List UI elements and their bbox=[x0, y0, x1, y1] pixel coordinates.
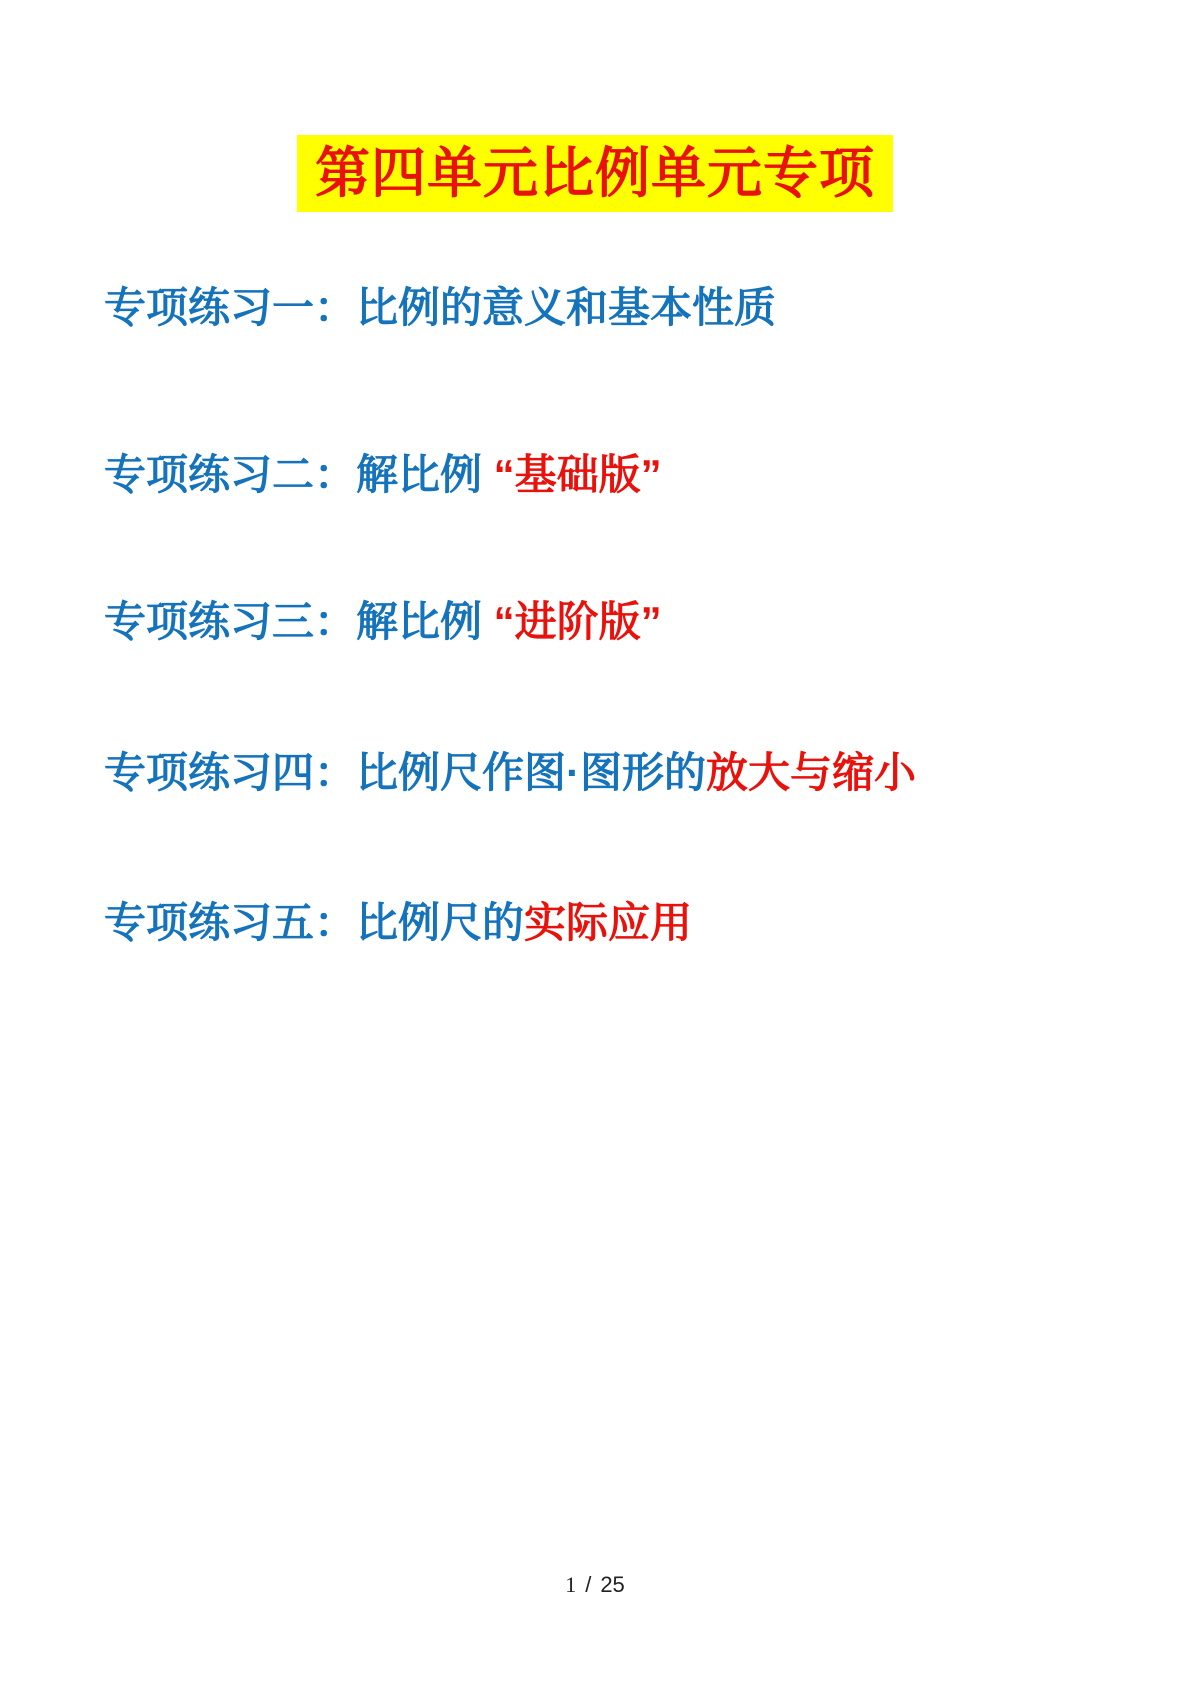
toc-item-4-text: 专项练习四：比例尺作图·图形的 bbox=[104, 749, 706, 796]
toc-item-4 bbox=[104, 748, 916, 798]
toc-item-3-text: 专项练习三：解比例 bbox=[104, 598, 483, 645]
toc-item-5 bbox=[104, 898, 692, 948]
toc-item-3-accent: “进阶版” bbox=[482, 598, 662, 645]
toc-item-5-accent: 实际应用 bbox=[524, 899, 693, 946]
toc-item-2-text: 专项练习二：解比例 bbox=[104, 451, 483, 498]
toc-item-1-text: 专项练习一：比例的意义和基本性质 bbox=[104, 284, 777, 331]
toc-item-2 bbox=[104, 450, 662, 500]
page-title: 第四单元比例单元专项 bbox=[297, 135, 893, 212]
title-row bbox=[0, 135, 1190, 212]
toc-item-2-accent: “基础版” bbox=[482, 451, 662, 498]
total-pages: 25 bbox=[600, 1572, 625, 1597]
page-separator: / bbox=[585, 1572, 592, 1597]
toc-item-1 bbox=[104, 283, 776, 333]
page-footer bbox=[0, 1572, 1190, 1598]
toc-item-5-text: 专项练习五：比例尺的 bbox=[104, 899, 525, 946]
toc-item-3 bbox=[104, 597, 662, 647]
toc-item-4-accent: 放大与缩小 bbox=[706, 749, 917, 796]
page-number: 1 bbox=[565, 1572, 577, 1597]
